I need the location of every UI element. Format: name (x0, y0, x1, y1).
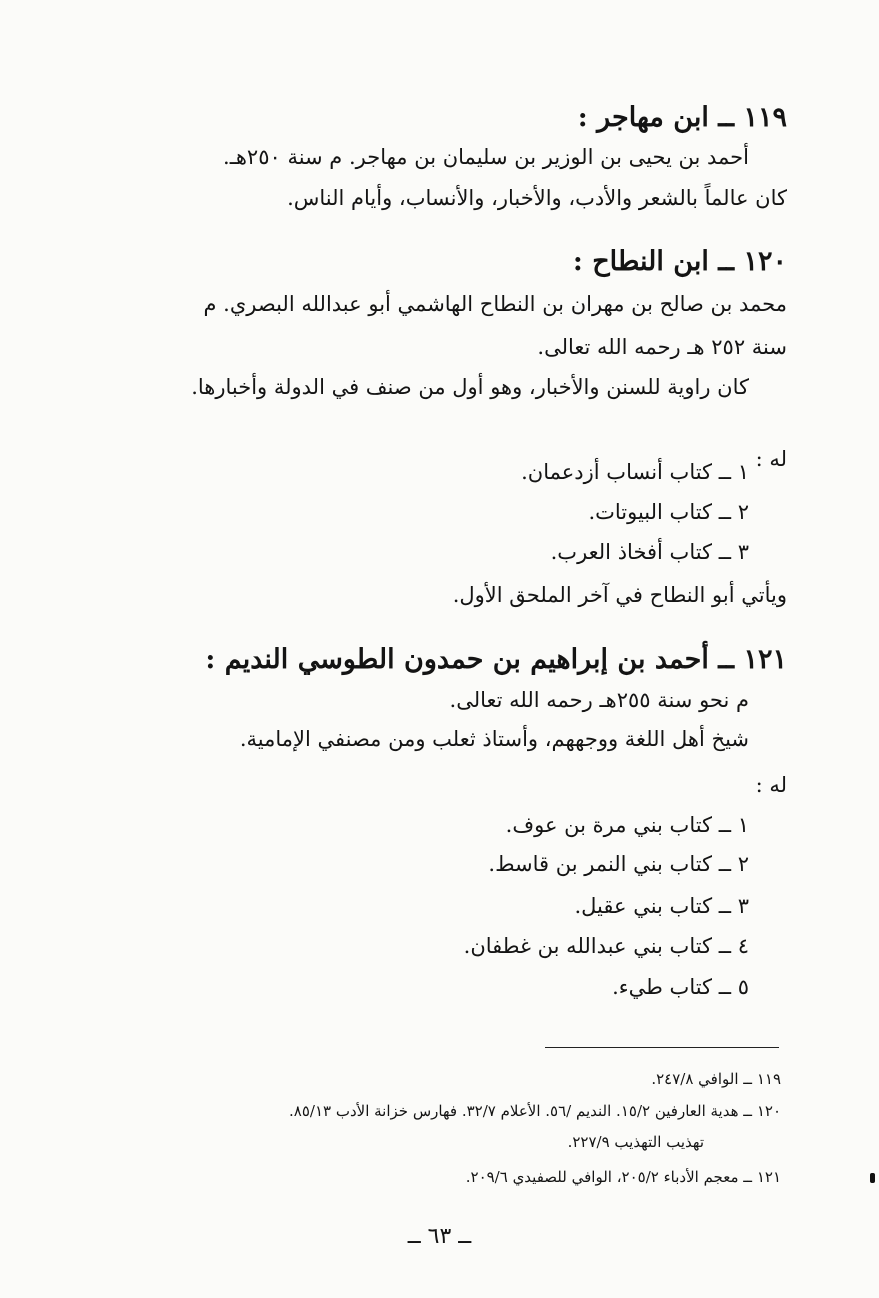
entry-120-book-3: ٣ ــ كتاب أفخاذ العرب. (550, 540, 749, 564)
entry-120-line-2: سنة ٢٥٢ هـ رحمه الله تعالى. (537, 335, 787, 359)
entry-121-line-2: شيخ أهل اللغة ووجههم، وأستاذ ثعلب ومن مصنفي الإمامية. (239, 727, 749, 751)
entry-119-line-1: أحمد بن يحيى بن الوزير بن سليمان بن مهاجر. م سنة ٢٥٠هـ. (223, 145, 749, 169)
entry-121-book-4: ٤ ــ كتاب بني عبدالله بن غطفان. (463, 934, 749, 958)
entry-119-heading: ١١٩ ــ ابن مهاجر : (577, 102, 787, 133)
entry-121-book-5: ٥ ــ كتاب طيء. (612, 975, 749, 999)
entry-120-book-2: ٢ ــ كتاب البيوتات. (588, 500, 749, 524)
entry-120-book-1: ١ ــ كتاب أنساب أزدعمان. (521, 460, 749, 484)
entry-119-line-2: كان عالماً بالشعر والأدب، والأخبار، والأنساب، وأيام الناس. (287, 186, 787, 210)
entry-121-line-1: م نحو سنة ٢٥٥هـ رحمه الله تعالى. (449, 688, 749, 712)
footnote-119: ١١٩ ــ الوافي ٢٤٧/٨. (651, 1070, 781, 1088)
entry-120-line-1: محمد بن صالح بن مهران بن النطاح الهاشمي أبو عبدالله البصري. م (203, 292, 787, 316)
footnote-120: ١٢٠ ــ هدية العارفين ١٥/٢. النديم /٥٦. الأعلام ٣٢/٧. فهارس خزانة الأدب ٨٥/١٣. (289, 1102, 781, 1120)
entry-120-line-3: كان راوية للسنن والأخبار، وهو أول من صنف في الدولة وأخبارها. (191, 375, 749, 399)
footnote-120-continued: تهذيب التهذيب ٢٢٧/٩. (567, 1133, 704, 1151)
entry-121-heading: ١٢١ ــ أحمد بن إبراهيم بن حمدون الطوسي النديم : (205, 644, 787, 675)
entry-121-book-3: ٣ ــ كتاب بني عقيل. (574, 894, 749, 918)
entry-120-lahu: له : (755, 447, 787, 471)
footnote-separator (545, 1047, 779, 1048)
page-number: ــ ٦٣ ــ (407, 1224, 472, 1249)
margin-mark (870, 1173, 875, 1183)
entry-120-heading: ١٢٠ ــ ابن النطاح : (572, 246, 787, 277)
footnote-121: ١٢١ ــ معجم الأدباء ٢٠٥/٢، الوافي للصفيدي ٢٠٩/٦. (465, 1168, 781, 1186)
entry-120-note: ويأتي أبو النطاح في آخر الملحق الأول. (452, 583, 787, 607)
entry-121-book-1: ١ ــ كتاب بني مرة بن عوف. (505, 813, 749, 837)
entry-121-book-2: ٢ ــ كتاب بني النمر بن قاسط. (488, 852, 749, 876)
entry-121-lahu: له : (755, 773, 787, 797)
